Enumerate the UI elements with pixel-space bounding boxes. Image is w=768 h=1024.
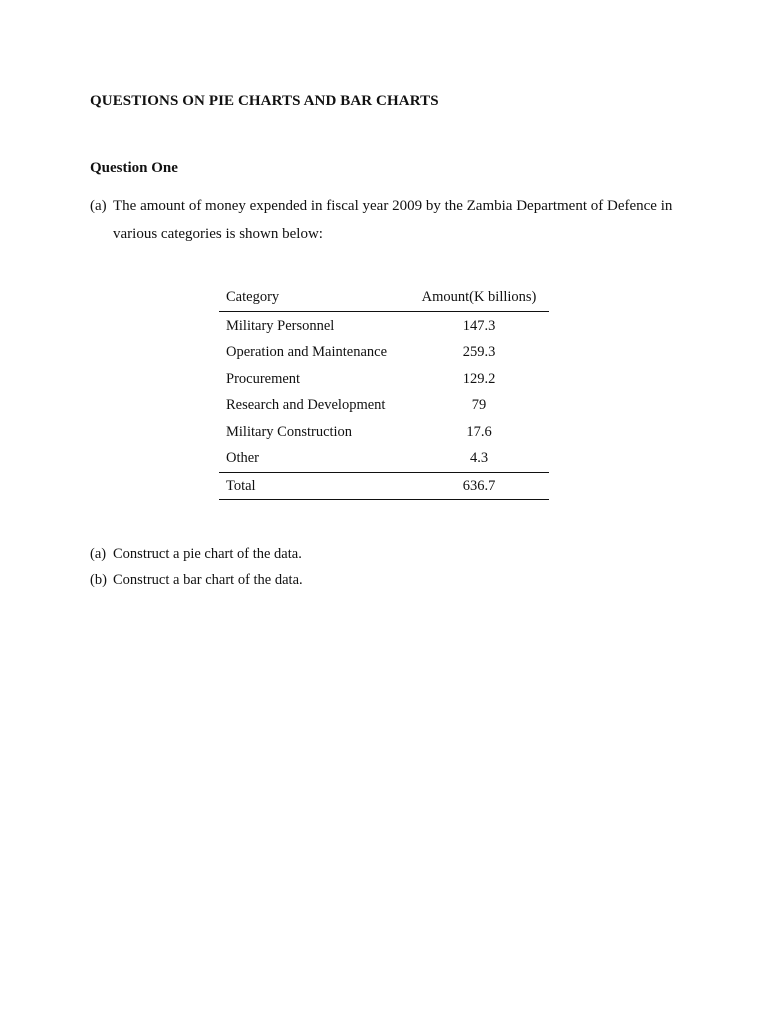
row-amount: 4.3 [469,450,489,467]
table-row [219,393,549,420]
question-heading: Question One [90,160,178,176]
table-row [219,419,549,446]
task-marker: (a) [90,546,107,562]
header-category: Category [219,283,409,312]
row-category: Military Personnel [226,317,335,334]
task-marker: (b) [90,572,107,588]
expenditure-table [219,283,549,500]
intro-marker: (a) [90,198,107,214]
task-text: Construct a pie chart of the data. [113,546,302,562]
table-total-row [219,473,549,500]
row-amount: 129.2 [462,370,496,387]
expenditure-table-wrapper [219,283,549,500]
document-title: QUESTIONS ON PIE CHARTS AND BAR CHARTS [90,93,439,109]
row-category: Research and Development [226,397,386,414]
row-category: Military Construction [226,423,353,440]
intro-line-1: The amount of money expended in fiscal year 2009 by the Zambia Department of Defence in [113,198,673,214]
table-row [219,312,549,340]
task-text: Construct a bar chart of the data. [113,572,303,588]
row-amount: 259.3 [462,344,496,361]
list-item [90,541,303,567]
task-list [90,541,303,593]
row-category: Procurement [226,370,301,387]
total-amount: 636.7 [409,473,549,500]
table-row [219,446,549,473]
intro-line-2: various categories is shown below: [113,226,323,242]
row-amount: 79 [471,397,487,414]
list-item [90,567,303,593]
row-amount: 17.6 [466,423,492,440]
table-header-row [219,283,549,312]
header-amount: Amount(K billions) [409,283,549,312]
table-row [219,366,549,393]
total-label: Total [219,473,409,500]
row-category: Other [226,450,260,467]
row-category: Operation and Maintenance [226,344,388,361]
row-amount: 147.3 [462,317,496,334]
table-row [219,340,549,367]
